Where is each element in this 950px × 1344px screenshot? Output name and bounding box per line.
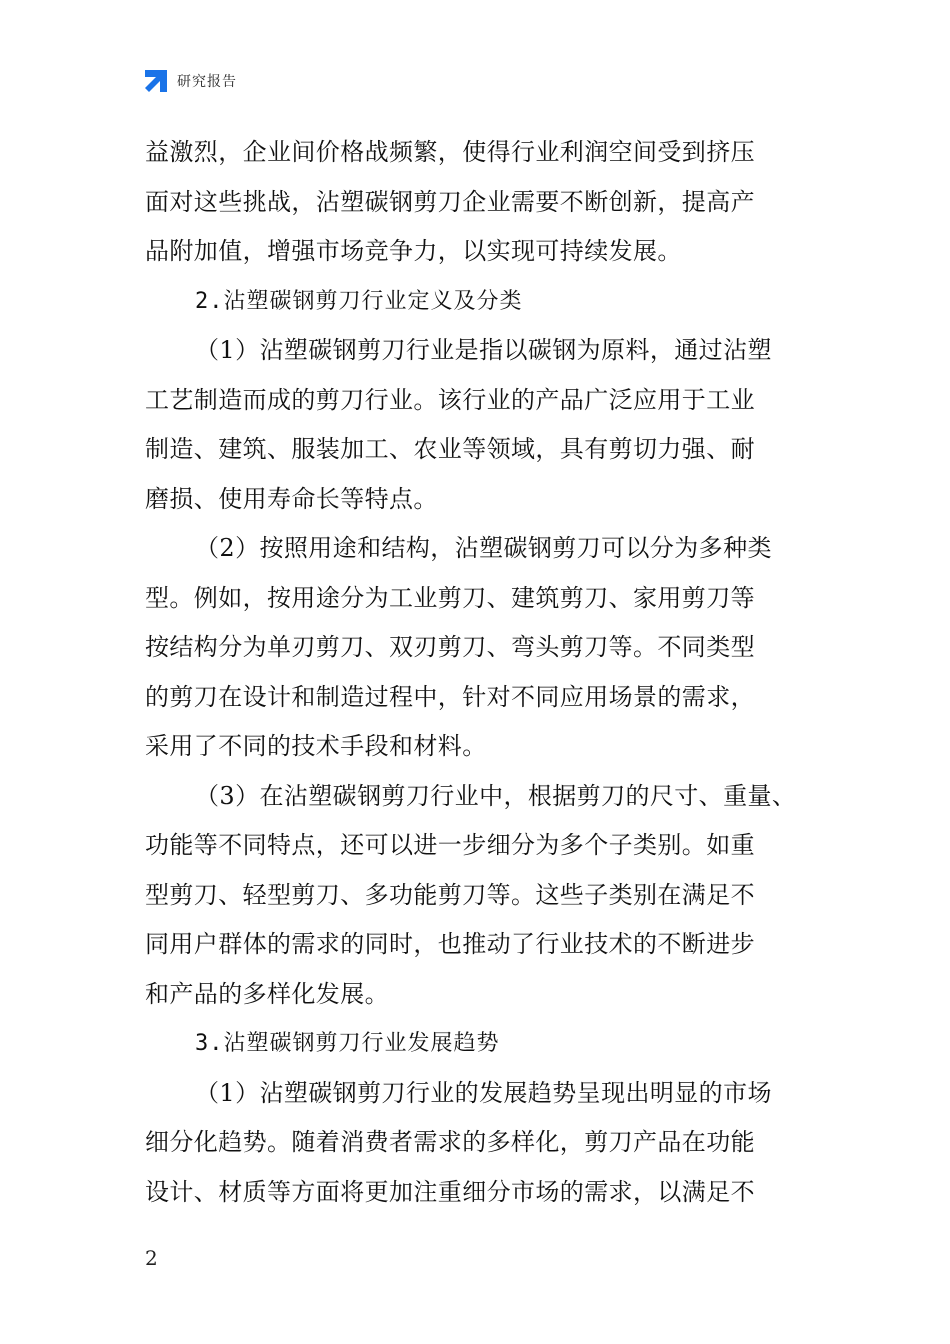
text-line: 功能等不同特点，还可以进一步细分为多个子类别。如重 — [145, 831, 755, 859]
text-line: 面对这些挑战，沾塑碳钢剪刀企业需要不断创新，提高产 — [145, 187, 755, 216]
text-line: 设计、材质等方面将更加注重细分市场的需求，以满足不 — [145, 1177, 755, 1206]
section-heading: 3.沾塑碳钢剪刀行业发展趋势 — [195, 1031, 500, 1056]
header-title: 研究报告 — [177, 74, 237, 90]
text-line: （1）沾塑碳钢剪刀行业是指以碳钢为原料，通过沾塑 — [195, 336, 772, 364]
arrow-up-right-icon — [143, 68, 169, 94]
section-heading: 2.沾塑碳钢剪刀行业定义及分类 — [195, 288, 523, 314]
text-line: 型。例如，按用途分为工业剪刀、建筑剪刀、家用剪刀等 — [145, 583, 755, 612]
text-line: （3）在沾塑碳钢剪刀行业中，根据剪刀的尺寸、重量、 — [195, 781, 797, 810]
text-line: 按结构分为单刃剪刀、双刃剪刀、弯头剪刀等。不同类型 — [145, 633, 755, 661]
text-line: （2）按照用途和结构，沾塑碳钢剪刀可以分为多种类 — [195, 534, 772, 562]
text-line: 制造、建筑、服装加工、农业等领域，具有剪切力强、耐 — [145, 435, 755, 463]
text-line: 细分化趋势。随着消费者需求的多样化，剪刀产品在功能 — [145, 1128, 755, 1156]
text-line: 同用户群体的需求的同时，也推动了行业技术的不断进步 — [145, 930, 755, 958]
text-line: 益激烈，企业间价格战频繁，使得行业利润空间受到挤压 — [145, 138, 755, 166]
text-line: （1）沾塑碳钢剪刀行业的发展趋势呈现出明显的市场 — [195, 1078, 772, 1107]
document-body — [145, 128, 810, 1217]
page-header — [143, 68, 237, 94]
text-line: 型剪刀、轻型剪刀、多功能剪刀等。这些子类别在满足不 — [145, 880, 755, 909]
page-number: 2 — [145, 1246, 158, 1270]
text-line: 和产品的多样化发展。 — [145, 979, 389, 1008]
text-line: 采用了不同的技术手段和材料。 — [145, 732, 487, 760]
text-line: 的剪刀在设计和制造过程中，针对不同应用场景的需求， — [145, 682, 755, 711]
text-line: 品附加值，增强市场竞争力，以实现可持续发展。 — [145, 237, 682, 265]
text-line: 磨损、使用寿命长等特点。 — [145, 484, 438, 513]
text-line: 工艺制造而成的剪刀行业。该行业的产品广泛应用于工业 — [145, 385, 755, 414]
